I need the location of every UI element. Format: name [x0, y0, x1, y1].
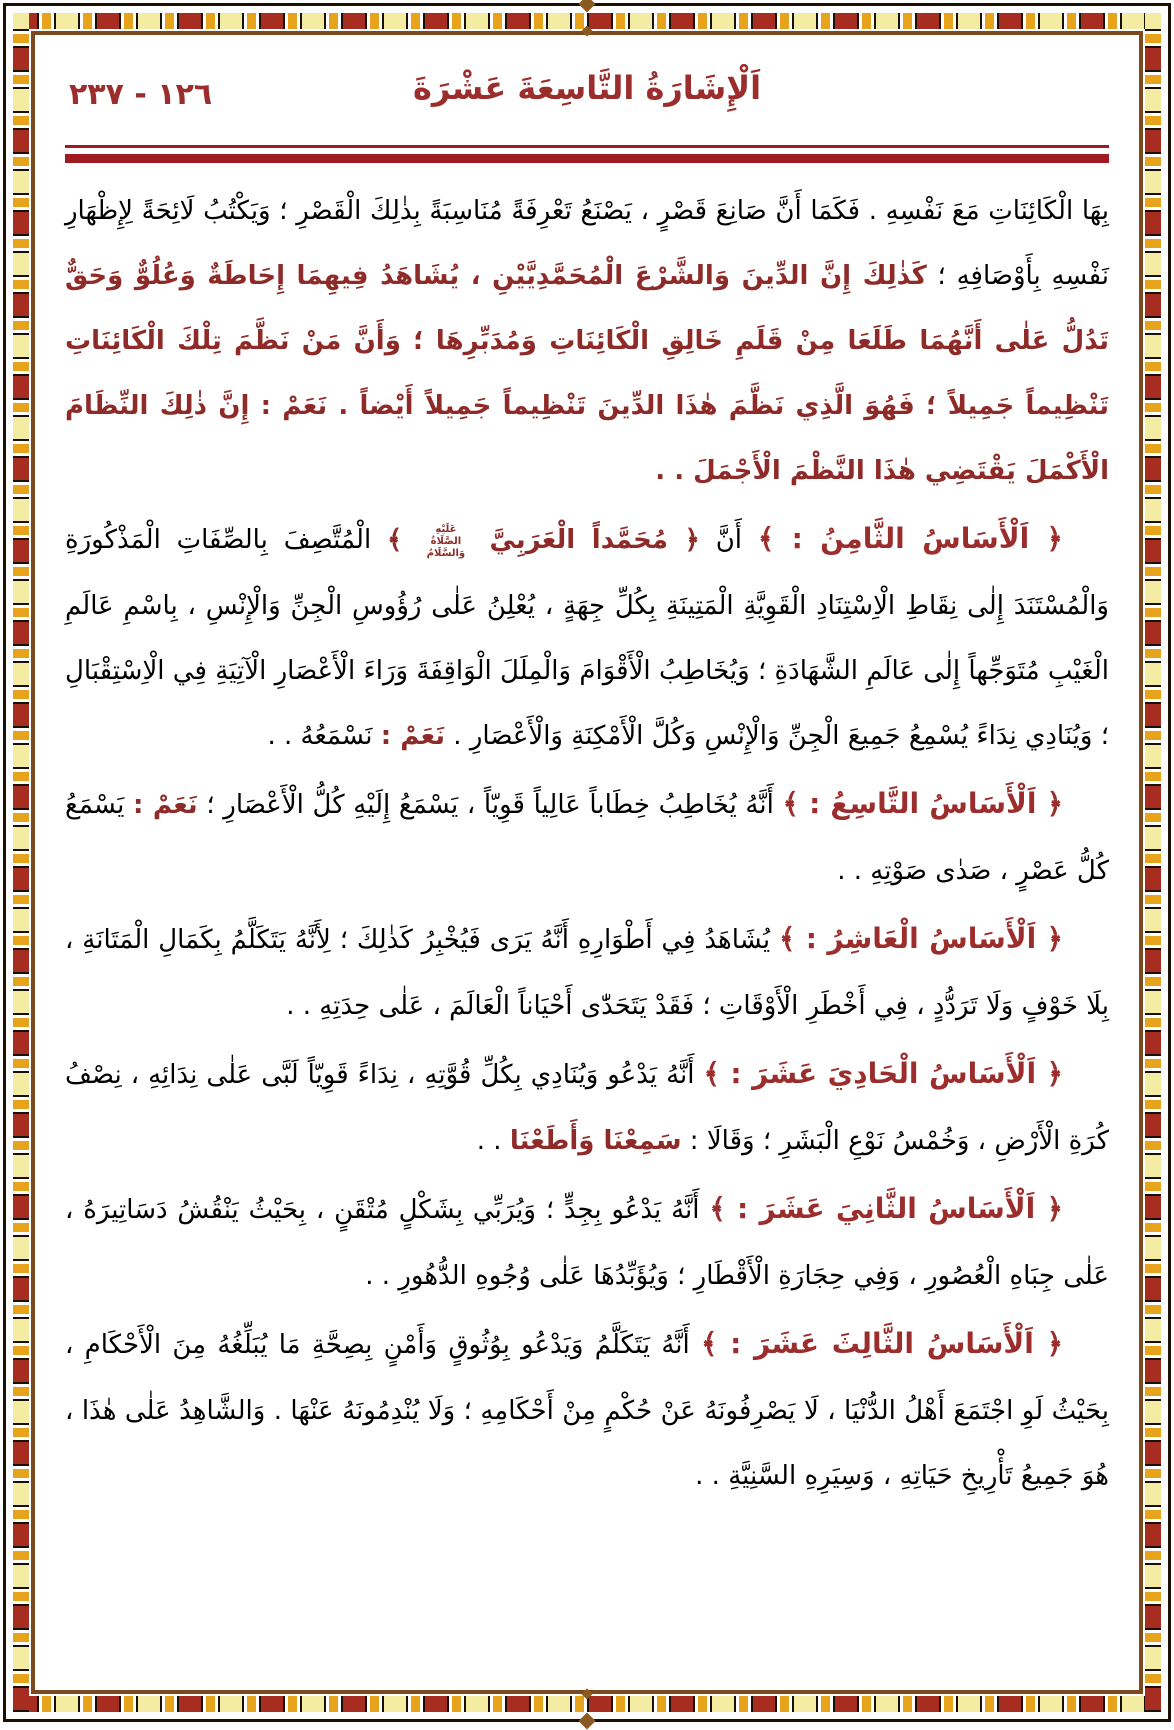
intro-red-run: كَذٰلِكَ إِنَّ الدِّينَ وَالشَّرْعَ الْمُحَمَّدِيَّيْنِ ، يُشَاهَدُ فِيهِمَا إِحَاطَةٌ وَعُلُوٌّ وَحَقٌّ تَدُلُّ عَلٰى أَنَّهُمَا طَلَعَا مِنْ قَلَمِ خَالِقِ الْكَائِنَاتِ وَمُدَبِّرِهَا ؛ وَأَنَّ مَنْ نَظَّمَ تِلْكَ الْكَائِنَاتِ تَنْظِيماً جَمِيلاً ؛ فَهُوَ الَّذِي نَظَّمَ هٰذَا الدِّينَ تَنْظِيماً جَمِيلاً أَيْضاً . نَعَمْ : إِنَّ ذٰلِكَ النِّظَامَ الْأَكْمَلَ يَقْتَضِي هٰذَا النَّظْمَ الْأَجْمَلَ . . [65, 261, 1109, 486]
foundation-11-heading: ﴿ اَلْأَسَاسُ الْحَادِيَ عَشَرَ : ﴾ [703, 1057, 1063, 1090]
border-chain-bottom [13, 1696, 1161, 1712]
foundation-8-heading: ﴿ اَلْأَسَاسُ الثَّامِنُ : ﴾ [757, 522, 1063, 555]
foundation-10-heading: ﴿ اَلْأَسَاسُ الْعَاشِرُ : ﴾ [779, 922, 1063, 955]
paragraph-foundation-8 [65, 504, 1109, 769]
foundation-13-text: أَنَّهُ يَتَكَلَّمُ وَيَدْعُو بِوُثُوقٍ وَأَمْنٍ بِصِحَّةِ مَا يُبَلِّغُهُ مِنَ الْأَحْكَامِ ، بِحَيْثُ لَوِ اجْتَمَعَ أَهْلُ الدُّنْيَا ، لَا يَصْرِفُونَهُ عَنْ حُكْمٍ مِنْ أَحْكَامِهِ ؛ وَلَا يُنْدِمُونَهُ عَنْهَا . وَالشَّاهِدُ عَلٰى هٰذَا ، هُوَ جَمِيعُ تَأْرِيخِ حَيَاتِهِ ، وَسِيَرِهِ السَّنِيَّةِ . . [65, 1330, 1109, 1491]
top-center-diamond-ornament [579, 0, 596, 12]
pbuh-seal: عَلَيْهِ الصَّلَاةُ وَالسَّلَامُ [426, 524, 466, 559]
foundation-9-text: أَنَّهُ يُخَاطِبُ خِطَاباً عَالِياً قَوِيّاً ، يَسْمَعُ إِلَيْهِ كُلُّ الْأَعْصَارِ ؛ [197, 790, 783, 820]
foundation-8-text-2: الْمُتَّصِفَ بِالصِّفَاتِ الْمَذْكُورَةِ وَالْمُسْتَنَدَ إِلٰى نِقَاطِ الْاِسْتِنَادِ الْقَوِيَّةِ الْمَتِينَةِ بِكُلِّ جِهَةٍ ، يُعْلِنُ عَلٰى رُؤُوسِ الْجِنِّ وَالْإِنْسِ ، بِاسْمِ عَالَمِ الْغَيْبِ مُتَوَجِّهاً إِلٰى عَالَمِ الشَّهَادَةِ ؛ وَيُخَاطِبُ الْأَقْوَامَ وَالْمِلَلَ الْوَاقِفَةَ وَرَاءَ الْأَعْصَارِ الْآتِيَةِ فِي الْاِسْتِقْبَالِ ؛ وَيُنَادِي نِدَاءً يُسْمِعُ جَمِيعَ الْجِنِّ وَالْإِنْسِ وَكُلَّ الْأَمْكِنَةِ وَالْأَعْصَارِ . [65, 525, 1109, 751]
prophet-name-close: ﴾ [387, 525, 419, 555]
paragraph-foundation-13 [65, 1309, 1109, 1509]
paragraph-intro [65, 179, 1109, 504]
foundation-9-naam: نَعَمْ : [132, 790, 198, 820]
page-number: ١٢٦ - ٢٣٧ [69, 77, 213, 112]
border-chain-top [13, 13, 1161, 29]
border-chain-right [1145, 13, 1161, 1712]
foundation-11-text-2: . . [476, 1126, 510, 1156]
foundation-11-quote: سَمِعْنَا وَأَطَعْنَا [509, 1126, 682, 1156]
top-center-small-diamond-ornament [581, 25, 592, 36]
paragraph-foundation-9 [65, 769, 1109, 904]
header-double-rule [65, 145, 1109, 163]
foundation-8-text-3: نَسْمَعُهُ . . [267, 721, 381, 751]
foundation-10-text: يُشَاهَدُ فِي أَطْوَارِهِ أَنَّهُ يَرَى فَيُخْبِرُ كَذٰلِكَ ؛ لِأَنَّهُ يَتَكَلَّمُ بِكَمَالِ الْمَتَانَةِ ، بِلَا خَوْفٍ وَلَا تَرَدُّدٍ ، فِي أَخْطَرِ الْأَوْقَاتِ ؛ فَقَدْ يَتَحَدّٰى أَحْيَاناً الْعَالَمَ ، عَلٰى حِدَتِهِ . . [65, 925, 1109, 1021]
paragraph-foundation-11 [65, 1039, 1109, 1174]
paragraph-foundation-12 [65, 1174, 1109, 1309]
border-chain-left [13, 13, 29, 1712]
bottom-center-small-diamond-ornament [581, 1688, 592, 1699]
foundation-8-text: أَنَّ [699, 525, 758, 555]
body-text [65, 179, 1109, 1509]
foundation-13-heading: ﴿ اَلْأَسَاسُ الثَّالِثَ عَشَرَ : ﴾ [700, 1327, 1063, 1360]
page-header [65, 61, 1109, 135]
page-content [37, 37, 1137, 1688]
foundation-12-heading: ﴿ اَلْأَسَاسُ الثَّانِيَ عَشَرَ : ﴾ [709, 1192, 1063, 1225]
foundation-9-heading: ﴿ اَلْأَسَاسُ التَّاسِعُ : ﴾ [782, 787, 1063, 820]
intro-black-run: بِهَا الْكَائِنَاتِ مَعَ نَفْسِهِ . فَكَمَا أَنَّ صَانِعَ قَصْرٍ ، يَصْنَعُ تَعْرِفَةً مُنَاسِبَةً بِذٰلِكَ الْقَصْرِ ؛ وَيَكْتُبُ لَائِحَةً لِإِظْهَارِ نَفْسِهِ بِأَوْصَافِهِ ؛ [65, 196, 1109, 291]
prophet-name-red: ﴿ مُحَمَّداً الْعَرَبِيَّ [472, 525, 700, 555]
paragraph-foundation-10 [65, 904, 1109, 1039]
foundation-11-text: أَنَّهُ يَدْعُو وَيُنَادِي بِكُلِّ قُوَّتِهِ ، نِدَاءً قَوِيّاً لَبَّى عَلٰى نِدَائِهِ ، نِصْفُ كُرَةِ الْأَرْضِ ، وَخُمْسُ نَوْعِ الْبَشَرِ ؛ وَقَالَا : [65, 1060, 1109, 1156]
foundation-9-text-2: يَسْمَعُ كُلُّ عَصْرٍ ، صَدٰى صَوْتِهِ . . [65, 790, 1109, 886]
page-title: اَلْإِشَارَةُ التَّاسِعَةَ عَشْرَةَ [412, 69, 762, 107]
foundation-12-text: أَنَّهُ يَدْعُو بِجِدٍّ ؛ وَيُرَبِّي بِشَكْلٍ مُتْقَنٍ ، بِحَيْثُ يَنْقُشُ دَسَاتِيرَهُ ، عَلٰى جِبَاهِ الْعُصُورِ ، وَفِي حِجَارَةِ الْأَقْطَارِ ؛ وَيُؤَبِّدُهَا عَلٰى وُجُوهِ الدُّهُورِ . . [65, 1195, 1109, 1291]
bottom-center-diamond-ornament [579, 1713, 596, 1730]
foundation-8-naam: نَعَمْ : [380, 721, 446, 751]
